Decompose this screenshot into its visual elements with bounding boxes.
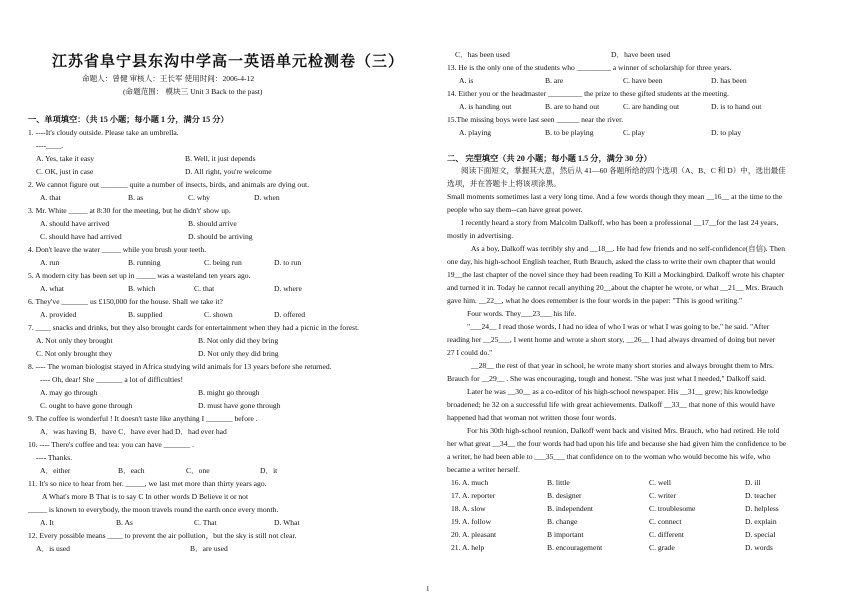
author-info: 命题人：曾健 审核人：王长军 使用时间：2006-4-12	[82, 74, 255, 83]
text-line: B. to be playing	[545, 128, 594, 137]
text-line: B. which	[128, 284, 156, 293]
text-line: and turned it in. Today he cannot recall anything 20__about the chapter he wrote, or what __21__ Mrs. Brauch	[447, 283, 784, 292]
text-line: B. independent	[547, 504, 593, 513]
text-line: 13. He is the only one of the students who _________ a winner of scholarship for three years.	[447, 63, 732, 72]
text-line: C. Not only brought they	[36, 349, 113, 358]
text-line: A. may go through	[40, 388, 98, 397]
text-line: ---- Oh, dear! She _______ a lot of difficulties!	[40, 375, 184, 384]
text-line: ---- Thanks.	[36, 453, 73, 462]
text-line: B. encouragement	[547, 543, 603, 552]
text-line: B. designer	[547, 491, 582, 500]
text-line: __28__ the rest of that year in school, he wrote many short stories and always brought them to Mrs.	[471, 361, 774, 370]
text-line: C. shown	[204, 310, 233, 319]
text-line: C. That	[194, 518, 217, 527]
text-line: 12. Every possible means ____ to prevent the air pollution，but the sky is still not clear.	[28, 531, 297, 540]
text-line: 21. A. help	[451, 543, 485, 552]
text-line: A. is	[459, 76, 474, 85]
text-line: C. have been	[623, 76, 663, 85]
text-line: D. to play	[711, 128, 742, 137]
text-line: B. should arrive	[188, 219, 237, 228]
text-line: 阅读下面短文，掌握其大意，然后从 41—60 各题所给的四个选项（A、B、C 和 D）中，选出最佳	[461, 166, 786, 175]
text-line: B important	[547, 530, 584, 539]
text-line: 20. A. pleasant	[451, 530, 497, 539]
text-line: A. should have arrived	[40, 219, 110, 228]
text-line: C. why	[188, 193, 210, 202]
text-line: D. helpless	[745, 504, 779, 513]
text-line: C. are handing out	[623, 102, 680, 111]
text-line: 9. The coffee is wonderful ! It doesn't taste like anything I _______ before .	[28, 414, 258, 423]
text-line: Four words. They___23___ his life.	[467, 309, 577, 318]
text-line: 16. A. much	[451, 478, 489, 487]
text-line: 5. A modern city has been set up in _____ was a wasteland ten years ago.	[28, 271, 251, 280]
text-line: ----____.	[36, 141, 64, 150]
text-line: A What's more B That is to say C In other words D Believe it or not	[42, 492, 249, 501]
text-line: 选项，并在答题卡上将该项涂黑。	[447, 179, 561, 188]
text-line: gave him. __22__, what he does remember is the four words in the paper: "This is good writing."	[447, 296, 743, 305]
text-line: A. It	[40, 518, 54, 527]
text-line: 4. Don't leave the water _____ while you brush your teeth.	[28, 245, 207, 254]
text-line: a writer, he had been able to ___35___ that confidence on to the woman who would become his wife, who	[447, 452, 771, 461]
text-line: 6. They've _______ us £150,000 for the house. Shall we take it?	[28, 297, 223, 306]
text-line: 14. Either you or the headmaster _________ the prize to these gifted students at the meeting.	[447, 89, 729, 98]
text-line: B. change	[547, 517, 578, 526]
page-title: 江苏省阜宁县东沟中学高一英语单元检测卷（三）	[51, 54, 404, 70]
text-line: D. ill	[745, 478, 761, 487]
text-line: C. troublesome	[649, 504, 696, 513]
text-line: B. Well, it just depends	[185, 154, 256, 163]
text-line: I recently heard a story from Malcolm Dalkoff, who has been a professional __17__for the last 24 years,	[461, 218, 779, 227]
text-line: broadened; he 32 on a successful life with great achievements. Dalkoff __33__ that none of this would have	[447, 400, 775, 409]
text-line: B. are to hand out	[545, 102, 600, 111]
text-line: B．each	[118, 466, 145, 475]
text-line: A. playing	[459, 128, 492, 137]
text-line: 1. ----It's cloudy outside. Please take an umbrella.	[28, 128, 179, 137]
text-line: A．was having B．have C．have ever had D．had ever had	[40, 427, 227, 436]
text-line: _____ is known to everybody, the moon travels round the earth once every month.	[28, 505, 279, 514]
text-line: D. should be arriving	[188, 232, 253, 241]
text-line: mostly in advertising.	[447, 231, 514, 240]
text-line: A. is handing out	[459, 102, 512, 111]
text-line: A. Not only they brought	[36, 336, 113, 345]
text-line: D. All right, you're welcome	[185, 167, 272, 176]
text-line: 19. A. follow	[451, 517, 492, 526]
text-line: 19__the last chapter of the novel since they had been reading To Kill a Mockingbird. Dalkoff wrote his chapter	[447, 270, 785, 279]
text-line: 2. We cannot figure out _______ quite a number of insects, birds, and animals are dying out.	[28, 180, 309, 189]
text-line: C. ought to have gone through	[40, 401, 133, 410]
text-line: 27 I could do."	[447, 348, 493, 357]
text-line: 11. It's so nice to hear from her. _____, we last met more than thirty years ago.	[28, 479, 267, 488]
text-line: 7. ____ snacks and drinks, but they also brought cards for entertainment when they had a picnic in the forest.	[28, 323, 360, 332]
section-heading: 一、单项填空：（共 15 小题；每小题 1 分，满分 15 分）	[28, 115, 229, 124]
text-line: B. might go through	[198, 388, 260, 397]
text-line: Later he was __30__ as a co-editor of his high-school newspaper. His __31__ grew; his knowledge	[467, 387, 769, 396]
text-line: 15.The missing boys were last seen ______ near the river.	[447, 115, 624, 124]
text-line: C. play	[623, 128, 645, 137]
text-line: C. writer	[649, 491, 676, 500]
text-line: B. are	[545, 76, 564, 85]
text-line: C. that	[194, 284, 215, 293]
text-line: D. must have gone through	[198, 401, 281, 410]
text-line: reading her __25___, I went home and wrote a short story, __26__ I had always dreamed of doing but never	[447, 335, 776, 344]
text-line: C. connect	[649, 517, 682, 526]
text-line: C. different	[649, 530, 684, 539]
text-line: B. supplied	[128, 310, 163, 319]
text-line: D. What	[274, 518, 300, 527]
text-line: her what great __34__ the four words had had upon his life and because she had given him the confidence to be	[447, 439, 787, 448]
text-line: C．has been used	[455, 50, 510, 59]
text-line: 10. ---- There's coffee and tea: you can have _______ .	[28, 440, 194, 449]
text-line: D. special	[745, 530, 776, 539]
text-line: B. little	[547, 478, 570, 487]
text-line: D. to run	[274, 258, 302, 267]
text-line: B. As	[116, 518, 133, 527]
text-line: C．one	[186, 466, 210, 475]
text-line: A. Yes, take it easy	[36, 154, 95, 163]
text-line: Brauch for __29__ . She was encouraging, tough and honest. "She was just what I needed," Dalkoff said.	[447, 374, 767, 383]
text-line: A．is used	[36, 544, 70, 553]
text-line: C. grade	[649, 543, 675, 552]
text-line: C. OK, just in case	[36, 167, 94, 176]
text-line: As a boy, Dalkoff was terribly shy and __18__. He had few friends and no self-confidence(自信). Then	[471, 244, 786, 253]
text-line: D. is to hand out	[711, 102, 762, 111]
text-line: B. as	[128, 193, 144, 202]
text-line: Small moments sometimes last a very long time. And a few words though they mean __16__ at the time to the	[447, 192, 783, 201]
text-line: D. Not only they did bring	[198, 349, 279, 358]
text-line: 8. ---- The woman biologist stayed in Africa studying wild animals for 13 years before she returned.	[28, 362, 332, 371]
text-line: A. run	[40, 258, 60, 267]
text-line: D. offered	[274, 310, 306, 319]
text-line: D．have been used	[611, 50, 671, 59]
text-line: For his 30th high-school reunion, Dalkoff went back and visited Mrs. Brauch, who had retired. He told	[467, 426, 780, 435]
scope-info: (命题范围： 模块三 Unit 3 Back to the past)	[123, 87, 263, 96]
text-line: B．are used	[190, 544, 228, 553]
text-line: D．it	[260, 466, 278, 475]
text-line: 17. A. reporter	[451, 491, 496, 500]
text-line: A. that	[40, 193, 61, 202]
text-line: B. Not only did they bring	[198, 336, 279, 345]
text-line: D. explain	[745, 517, 777, 526]
text-line: 3. Mr. White _____ at 8:30 for the meeting, but he didn't' show up.	[28, 206, 231, 215]
text-line: C. well	[649, 478, 671, 487]
text-line: 18. A. slow	[451, 504, 486, 513]
section-heading: 二、 完型填空（共 20 小题；每小题 1.5 分，满分 30 分）	[447, 154, 652, 163]
text-line: A．either	[40, 466, 71, 475]
text-line: D. words	[745, 543, 773, 552]
text-line: C. should have had arrived	[40, 232, 122, 241]
text-line: people who say them--can have great power.	[447, 205, 583, 214]
text-line: C. being run	[204, 258, 242, 267]
text-line: A. provided	[40, 310, 77, 319]
text-line: D. has been	[711, 76, 747, 85]
text-line: B. running	[128, 258, 161, 267]
text-line: D. where	[274, 284, 302, 293]
text-line: happened had that woman not written those four words.	[447, 413, 617, 422]
text-line: D. teacher	[745, 491, 777, 500]
text-line: one day, his high-school English teacher, Ruth Brauch, asked the class to write their own chapter that would	[447, 257, 776, 266]
text-line: A. what	[40, 284, 65, 293]
text-line: D. when	[254, 193, 280, 202]
text-line: "___24__ I read those words, I had no idea of who I was or what I was going to be," he said. "After	[467, 322, 770, 331]
page-number: 1	[426, 585, 430, 593]
text-line: became a writer herself.	[447, 465, 520, 474]
